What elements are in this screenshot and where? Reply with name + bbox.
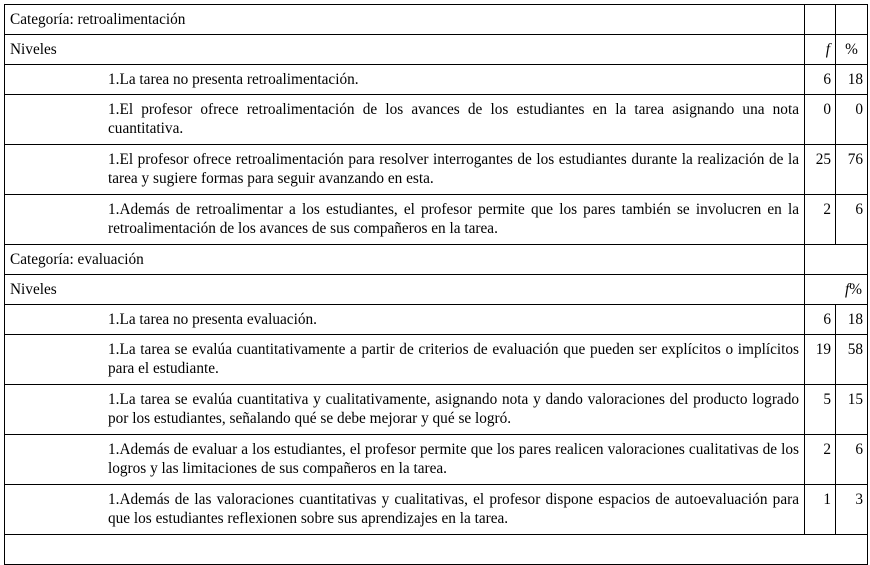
frequency-value: 1 <box>805 485 836 535</box>
frequency-value: 2 <box>805 195 836 245</box>
levels-label: Niveles <box>5 275 805 305</box>
frequency-header: f <box>845 281 850 298</box>
levels-header-row <box>5 275 868 305</box>
table-row <box>5 485 868 535</box>
percent-value: 3 <box>836 485 868 535</box>
frequency-value: 6 <box>805 305 836 335</box>
levels-label: Niveles <box>5 35 805 65</box>
percent-value: 58 <box>836 335 868 385</box>
table-row <box>5 385 868 435</box>
frequency-header: f <box>805 35 836 65</box>
table-row <box>5 95 868 145</box>
percent-value: 18 <box>836 65 868 95</box>
category-label: Categoría: retroalimentación <box>5 5 805 35</box>
table-row <box>5 435 868 485</box>
percent-value: 6 <box>836 195 868 245</box>
percent-value: 76 <box>836 145 868 195</box>
level-description: 1.La tarea no presenta retroalimentación. <box>5 65 805 95</box>
level-description: 1.La tarea se evalúa cuantitativamente a partir de criterios de evaluación que pueden ser explícitos o implícitos para el estudiante. <box>5 335 805 385</box>
frequency-percent-header <box>805 275 868 305</box>
frequency-value: 6 <box>805 65 836 95</box>
empty-cell <box>805 245 868 275</box>
frequency-value: 5 <box>805 385 836 435</box>
category-row-retroalimentacion <box>5 5 868 35</box>
percent-value: 15 <box>836 385 868 435</box>
level-description: 1.La tarea no presenta evaluación. <box>5 305 805 335</box>
table-row <box>5 65 868 95</box>
level-description: 1.El profesor ofrece retroalimentación de los avances de los estudiantes en la tarea asignando una nota cuantitativa. <box>5 95 805 145</box>
level-description: 1.El profesor ofrece retroalimentación para resolver interrogantes de los estudiantes durante la realización de la tarea y sugiere formas para seguir avanzando en esta. <box>5 145 805 195</box>
table-row <box>5 145 868 195</box>
category-row-evaluacion <box>5 245 868 275</box>
frequency-value: 25 <box>805 145 836 195</box>
empty-cell <box>5 535 868 565</box>
frequency-value: 19 <box>805 335 836 385</box>
frequency-value: 0 <box>805 95 836 145</box>
level-description: 1.Además de las valoraciones cuantitativas y cualitativas, el profesor dispone espacios de autoevaluación para que los estudiantes reflexionen sobre sus aprendizajes en la tarea. <box>5 485 805 535</box>
trailing-row <box>5 535 868 565</box>
table-row <box>5 305 868 335</box>
levels-header-row <box>5 35 868 65</box>
frequency-value: 2 <box>805 435 836 485</box>
percent-header: % <box>836 35 868 65</box>
empty-cell <box>805 5 836 35</box>
levels-frequency-table <box>4 4 868 565</box>
empty-cell <box>836 5 868 35</box>
level-description: 1.Además de retroalimentar a los estudiantes, el profesor permite que los pares también se involucren en la retroalimentación de los avances de sus compañeros en la tarea. <box>5 195 805 245</box>
table-row <box>5 195 868 245</box>
level-description: 1.La tarea se evalúa cuantitativa y cualitativamente, asignando nota y dando valoraciones del producto logrado por los estudiantes, señalando qué se debe mejorar y qué se logró. <box>5 385 805 435</box>
level-description: 1.Además de evaluar a los estudiantes, el profesor permite que los pares realicen valoraciones cualitativas de los logros y las limitaciones de sus compañeros en la tarea. <box>5 435 805 485</box>
percent-header: % <box>849 281 862 298</box>
percent-value: 6 <box>836 435 868 485</box>
category-label: Categoría: evaluación <box>5 245 805 275</box>
table-row <box>5 335 868 385</box>
percent-value: 0 <box>836 95 868 145</box>
percent-value: 18 <box>836 305 868 335</box>
